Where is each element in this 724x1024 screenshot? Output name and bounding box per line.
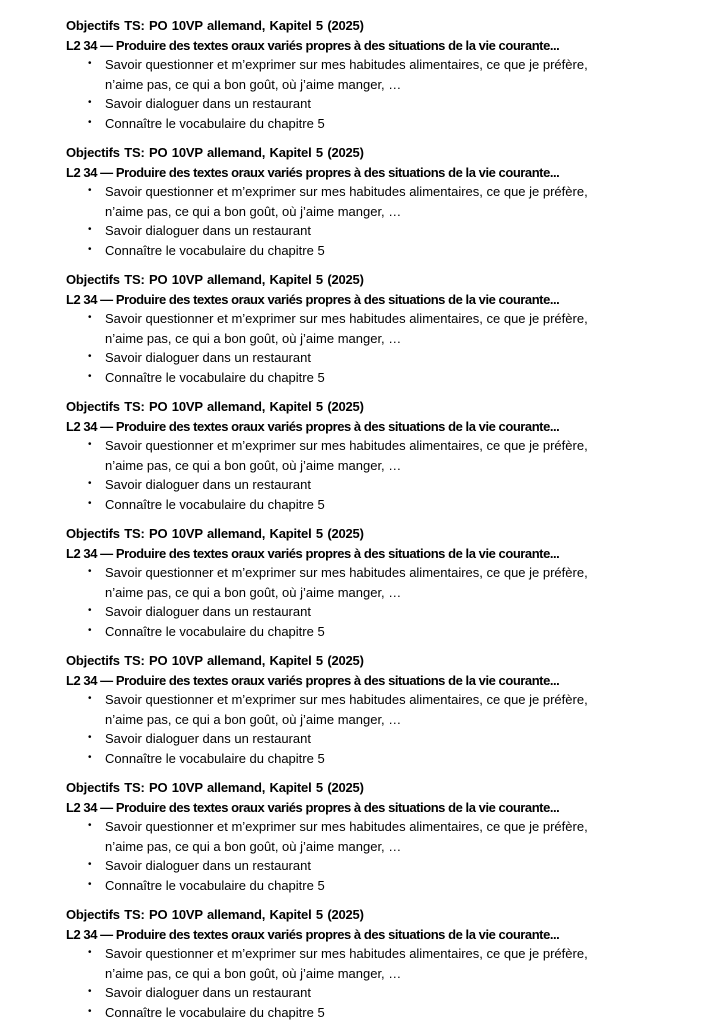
bullet-text-line: Connaître le vocabulaire du chapitre 5	[105, 1004, 325, 1020]
bullet-text-line: n’aime pas, ce qui a bon goût, où j’aime manger, …	[105, 965, 402, 981]
bullet-text-line: Connaître le vocabulaire du chapitre 5	[105, 877, 325, 893]
bullet-icon: •	[88, 243, 92, 255]
bullet-text-line: Savoir dialoguer dans un restaurant	[105, 350, 311, 365]
bullet-text-line: Savoir questionner et m’exprimer sur mes habitudes alimentaires, ce que je préfère,	[105, 565, 588, 580]
block-title: Objectifs TS: PO 10VP allemand, Kapitel 5 (2025)	[66, 145, 364, 160]
objectives-list	[66, 944, 676, 1022]
objectives-block	[66, 397, 676, 514]
bullet-text-line: Savoir dialoguer dans un restaurant	[105, 604, 311, 619]
list-item	[66, 749, 676, 769]
objectives-list	[66, 55, 676, 133]
bullet-icon: •	[88, 693, 92, 704]
objectives-block	[66, 905, 676, 1022]
bullet-text-line: Savoir dialoguer dans un restaurant	[105, 985, 311, 1000]
objectives-block	[66, 270, 676, 387]
bullet-text-line: n’aime pas, ce qui a bon goût, où j’aime manger, …	[105, 203, 402, 219]
bullet-icon: •	[88, 58, 92, 69]
list-item	[66, 221, 676, 241]
list-item	[66, 622, 676, 642]
objectives-block	[66, 143, 676, 260]
block-title: Objectifs TS: PO 10VP allemand, Kapitel 5 (2025)	[66, 526, 364, 541]
list-item	[66, 690, 676, 729]
list-item	[66, 114, 676, 134]
list-item	[66, 368, 676, 388]
bullet-text-line: n’aime pas, ce qui a bon goût, où j’aime manger, …	[105, 584, 402, 600]
bullet-text-line: Savoir questionner et m’exprimer sur mes habitudes alimentaires, ce que je préfère,	[105, 311, 588, 326]
bullet-text-line: n’aime pas, ce qui a bon goût, où j’aime manger, …	[105, 457, 402, 473]
objectives-list	[66, 309, 676, 387]
bullet-text-line: Connaître le vocabulaire du chapitre 5	[105, 750, 325, 766]
bullet-text-line: Savoir questionner et m’exprimer sur mes habitudes alimentaires, ce que je préfère,	[105, 57, 588, 72]
objectives-list	[66, 436, 676, 514]
bullet-text-line: n’aime pas, ce qui a bon goût, où j’aime manger, …	[105, 838, 402, 854]
list-item	[66, 729, 676, 749]
block-subtitle: L2 34 — Produire des textes oraux variés propres à des situations de la vie courante...	[66, 291, 560, 307]
objectives-list	[66, 182, 676, 260]
bullet-icon: •	[88, 859, 92, 870]
bullet-text-line: Savoir dialoguer dans un restaurant	[105, 731, 311, 746]
list-item	[66, 1003, 676, 1023]
block-title: Objectifs TS: PO 10VP allemand, Kapitel 5 (2025)	[66, 18, 364, 33]
list-item	[66, 817, 676, 856]
bullet-icon: •	[88, 605, 92, 616]
block-title: Objectifs TS: PO 10VP allemand, Kapitel 5 (2025)	[66, 780, 364, 795]
bullet-icon: •	[88, 312, 92, 323]
bullet-icon: •	[88, 624, 92, 636]
block-subtitle: L2 34 — Produire des textes oraux variés propres à des situations de la vie courante...	[66, 37, 560, 53]
objectives-list	[66, 817, 676, 895]
bullet-text-line: Connaître le vocabulaire du chapitre 5	[105, 623, 325, 639]
list-item	[66, 563, 676, 602]
objectives-block	[66, 651, 676, 768]
block-subtitle: L2 34 — Produire des textes oraux variés propres à des situations de la vie courante...	[66, 545, 560, 561]
bullet-icon: •	[88, 478, 92, 489]
list-item	[66, 495, 676, 515]
bullet-icon: •	[88, 566, 92, 577]
objectives-list	[66, 690, 676, 768]
bullet-icon: •	[88, 732, 92, 743]
bullet-icon: •	[88, 751, 92, 763]
bullet-text-line: Savoir questionner et m’exprimer sur mes habitudes alimentaires, ce que je préfère,	[105, 692, 588, 707]
block-title: Objectifs TS: PO 10VP allemand, Kapitel 5 (2025)	[66, 653, 364, 668]
bullet-icon: •	[88, 947, 92, 958]
bullet-text-line: Savoir dialoguer dans un restaurant	[105, 223, 311, 238]
bullet-text-line: Connaître le vocabulaire du chapitre 5	[105, 115, 325, 131]
list-item	[66, 475, 676, 495]
bullet-text-line: n’aime pas, ce qui a bon goût, où j’aime manger, …	[105, 711, 402, 727]
list-item	[66, 856, 676, 876]
list-item	[66, 94, 676, 114]
list-item	[66, 241, 676, 261]
list-item	[66, 436, 676, 475]
objectives-block	[66, 16, 676, 133]
block-subtitle: L2 34 — Produire des textes oraux variés propres à des situations de la vie courante...	[66, 672, 560, 688]
bullet-text-line: Savoir questionner et m’exprimer sur mes habitudes alimentaires, ce que je préfère,	[105, 438, 588, 453]
block-subtitle: L2 34 — Produire des textes oraux variés propres à des situations de la vie courante...	[66, 926, 560, 942]
bullet-text-line: Savoir questionner et m’exprimer sur mes habitudes alimentaires, ce que je préfère,	[105, 946, 588, 961]
list-item	[66, 876, 676, 896]
bullet-icon: •	[88, 97, 92, 108]
block-title: Objectifs TS: PO 10VP allemand, Kapitel 5 (2025)	[66, 272, 364, 287]
objectives-block	[66, 778, 676, 895]
bullet-icon: •	[88, 820, 92, 831]
bullet-icon: •	[88, 986, 92, 997]
block-title: Objectifs TS: PO 10VP allemand, Kapitel 5 (2025)	[66, 907, 364, 922]
list-item	[66, 944, 676, 983]
list-item	[66, 182, 676, 221]
bullet-icon: •	[88, 439, 92, 450]
bullet-icon: •	[88, 185, 92, 196]
bullet-text-line: Savoir dialoguer dans un restaurant	[105, 96, 311, 111]
bullet-icon: •	[88, 497, 92, 509]
bullet-text-line: Savoir questionner et m’exprimer sur mes habitudes alimentaires, ce que je préfère,	[105, 819, 588, 834]
bullet-icon: •	[88, 116, 92, 128]
block-subtitle: L2 34 — Produire des textes oraux variés propres à des situations de la vie courante...	[66, 418, 560, 434]
bullet-text-line: Connaître le vocabulaire du chapitre 5	[105, 369, 325, 385]
list-item	[66, 983, 676, 1003]
block-subtitle: L2 34 — Produire des textes oraux variés propres à des situations de la vie courante...	[66, 799, 560, 815]
list-item	[66, 348, 676, 368]
objectives-block	[66, 524, 676, 641]
bullet-icon: •	[88, 1005, 92, 1017]
bullet-text-line: Savoir dialoguer dans un restaurant	[105, 858, 311, 873]
bullet-icon: •	[88, 878, 92, 890]
list-item	[66, 55, 676, 94]
objectives-list	[66, 563, 676, 641]
bullet-text-line: n’aime pas, ce qui a bon goût, où j’aime manger, …	[105, 330, 402, 346]
bullet-text-line: Savoir questionner et m’exprimer sur mes habitudes alimentaires, ce que je préfère,	[105, 184, 588, 199]
bullet-text-line: Connaître le vocabulaire du chapitre 5	[105, 242, 325, 258]
bullet-icon: •	[88, 351, 92, 362]
bullet-text-line: n’aime pas, ce qui a bon goût, où j’aime manger, …	[105, 76, 402, 92]
list-item	[66, 309, 676, 348]
bullet-icon: •	[88, 224, 92, 235]
bullet-text-line: Connaître le vocabulaire du chapitre 5	[105, 496, 325, 512]
bullet-icon: •	[88, 370, 92, 382]
block-title: Objectifs TS: PO 10VP allemand, Kapitel 5 (2025)	[66, 399, 364, 414]
block-subtitle: L2 34 — Produire des textes oraux variés propres à des situations de la vie courante...	[66, 164, 560, 180]
list-item	[66, 602, 676, 622]
bullet-text-line: Savoir dialoguer dans un restaurant	[105, 477, 311, 492]
